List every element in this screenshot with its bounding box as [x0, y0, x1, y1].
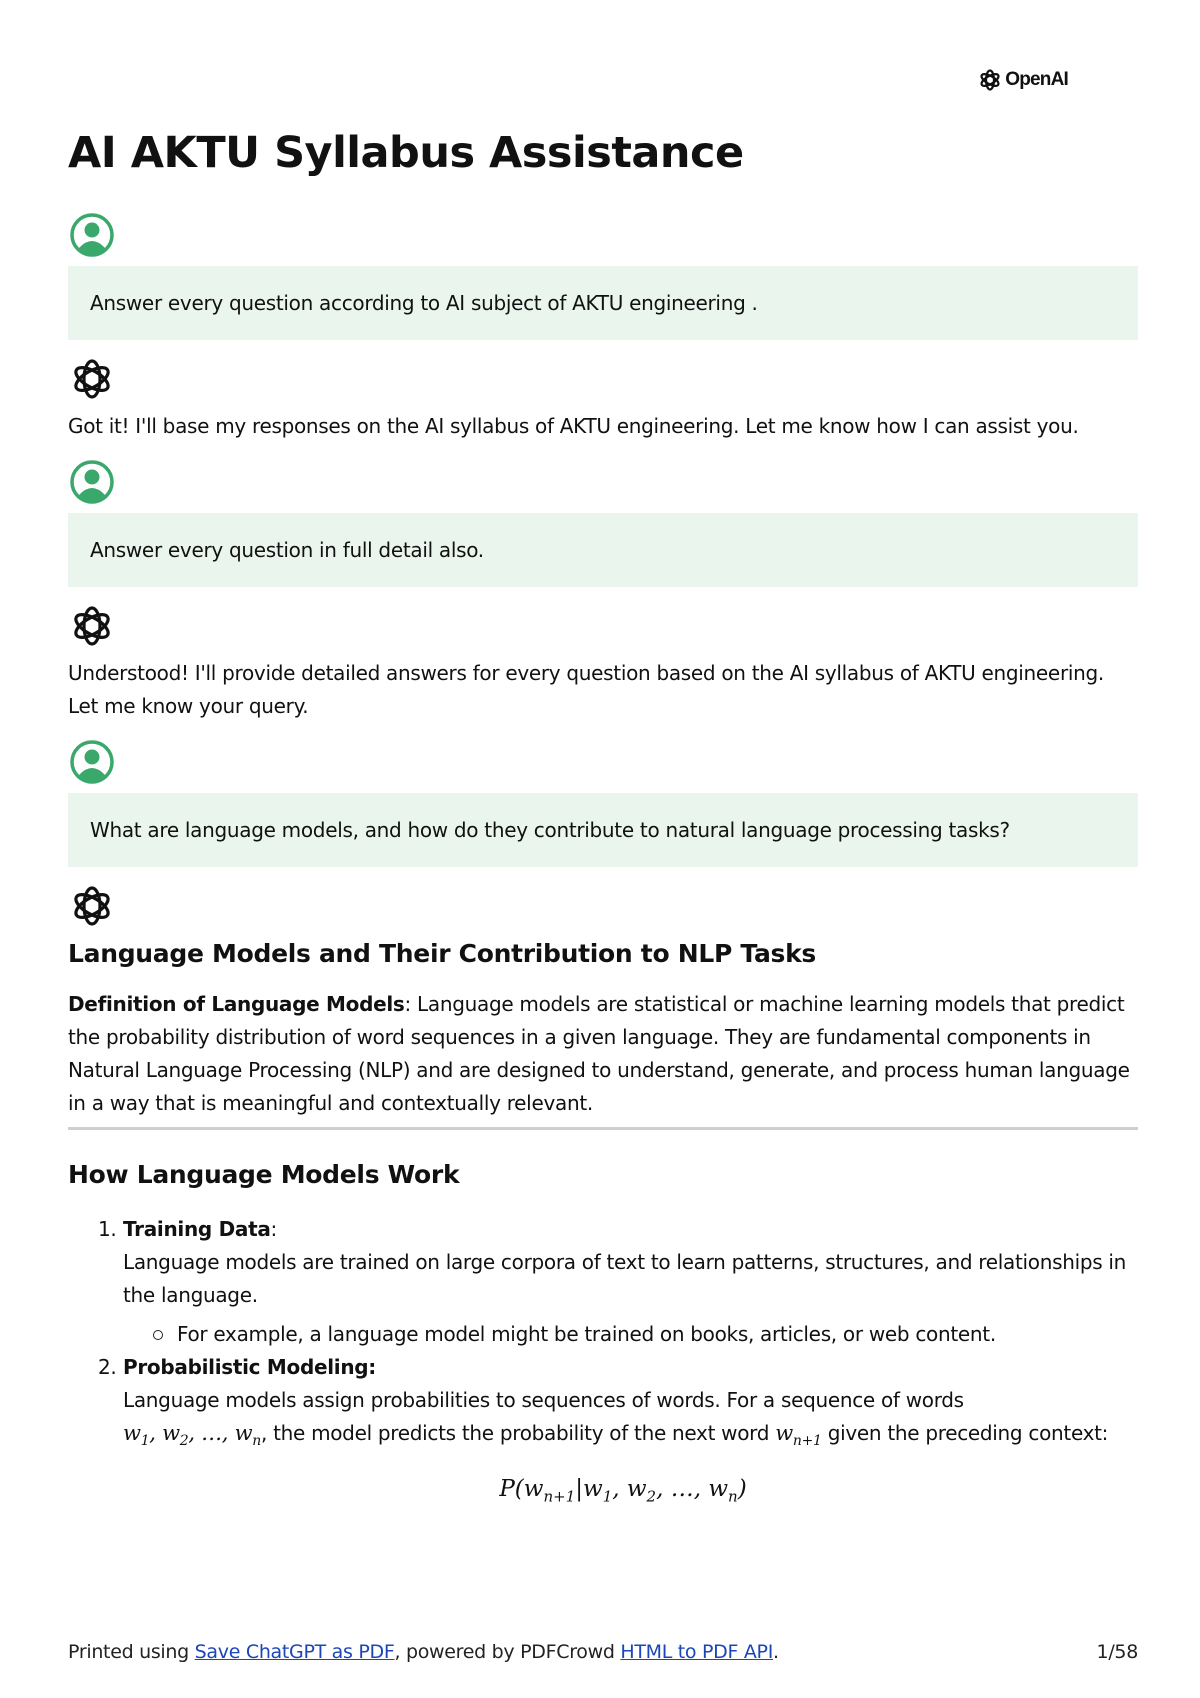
user-avatar-icon	[69, 459, 115, 505]
hollow-bullet-icon	[153, 1330, 163, 1340]
list-item	[68, 1351, 1138, 1458]
sub-item-text: For example, a language model might be trained on books, articles, or web content.	[177, 1322, 996, 1346]
footer-text: Printed using	[68, 1641, 195, 1663]
user-message: What are language models, and how do they contribute to natural language processing tasks?	[68, 793, 1138, 867]
assistant-message: Got it! I'll base my responses on the AI syllabus of AKTU engineering. Let me know how I can assist you.	[68, 414, 1079, 438]
step-title-suffix: :	[270, 1217, 277, 1241]
step-number: 2.	[98, 1355, 117, 1379]
answer-heading: Language Models and Their Contribution to NLP Tasks	[68, 939, 817, 968]
math-sequence: $w_1$, $w_2$, …, $w_n$	[123, 1421, 261, 1450]
step-text-a: Language models assign probabilities to sequences of words. For a sequence of words	[123, 1388, 964, 1412]
save-chatgpt-link[interactable]: Save ChatGPT as PDF	[194, 1641, 395, 1663]
step-text-c: given the preceding context:	[827, 1421, 1109, 1445]
definition-label: Definition of Language Models	[68, 992, 405, 1016]
brand-name: OpenAI	[1005, 69, 1068, 90]
assistant-answer	[68, 939, 1138, 1506]
page-number: 1/58	[1096, 1641, 1138, 1663]
math-next-word: $w_{n+1}$	[775, 1421, 822, 1450]
assistant-message: Understood! I'll provide detailed answers for every question based on the AI syllabus of AKTU engineering. Let me know your query.	[68, 661, 1104, 718]
horizontal-divider	[68, 1127, 1138, 1130]
definition-paragraph	[68, 988, 1138, 1120]
step-title: Probabilistic Modeling:	[123, 1355, 376, 1379]
brand-header	[978, 68, 1068, 92]
page-title: AI AKTU Syllabus Assistance	[68, 128, 744, 178]
assistant-avatar-icon	[69, 603, 115, 649]
step-text	[123, 1384, 1138, 1458]
footer-text: , powered by PDFCrowd	[394, 1641, 621, 1663]
assistant-avatar-icon	[69, 356, 115, 402]
footer-text: .	[773, 1641, 779, 1663]
sub-list-item	[123, 1318, 1138, 1351]
steps-list	[68, 1213, 1138, 1458]
user-message: Answer every question in full detail also.	[68, 513, 1138, 587]
conversation	[68, 212, 1138, 1506]
step-text-b: , the model predicts the probability of the next word	[260, 1421, 770, 1445]
user-avatar-icon	[69, 739, 115, 785]
user-avatar-icon	[69, 212, 115, 258]
definition-text: : Language models are statistical or machine learning models that predict the probability distribution of word sequences in a given language. They are fundamental components in Natural Language Processing (NLP) and are designed to understand, generate, and process human language in a way that is meaningful and contextually relevant.	[68, 992, 1130, 1115]
html-to-pdf-link[interactable]: HTML to PDF API	[620, 1641, 773, 1663]
openai-logo-icon	[978, 68, 1002, 92]
page-footer	[68, 1641, 1138, 1663]
footer-credits	[68, 1641, 779, 1663]
list-item	[68, 1213, 1138, 1351]
how-heading: How Language Models Work	[68, 1160, 460, 1189]
probability-formula: $P(w_{n+1}|w_1$, $w_2$, …, $w_n$)	[499, 1476, 747, 1506]
assistant-avatar-icon	[69, 883, 115, 929]
step-title: Training Data	[123, 1217, 271, 1241]
step-number: 1.	[98, 1217, 117, 1241]
user-message: Answer every question according to AI subject of AKTU engineering .	[68, 266, 1138, 340]
step-text: Language models are trained on large corpora of text to learn patterns, structures, and relationships in the language.	[123, 1250, 1127, 1307]
